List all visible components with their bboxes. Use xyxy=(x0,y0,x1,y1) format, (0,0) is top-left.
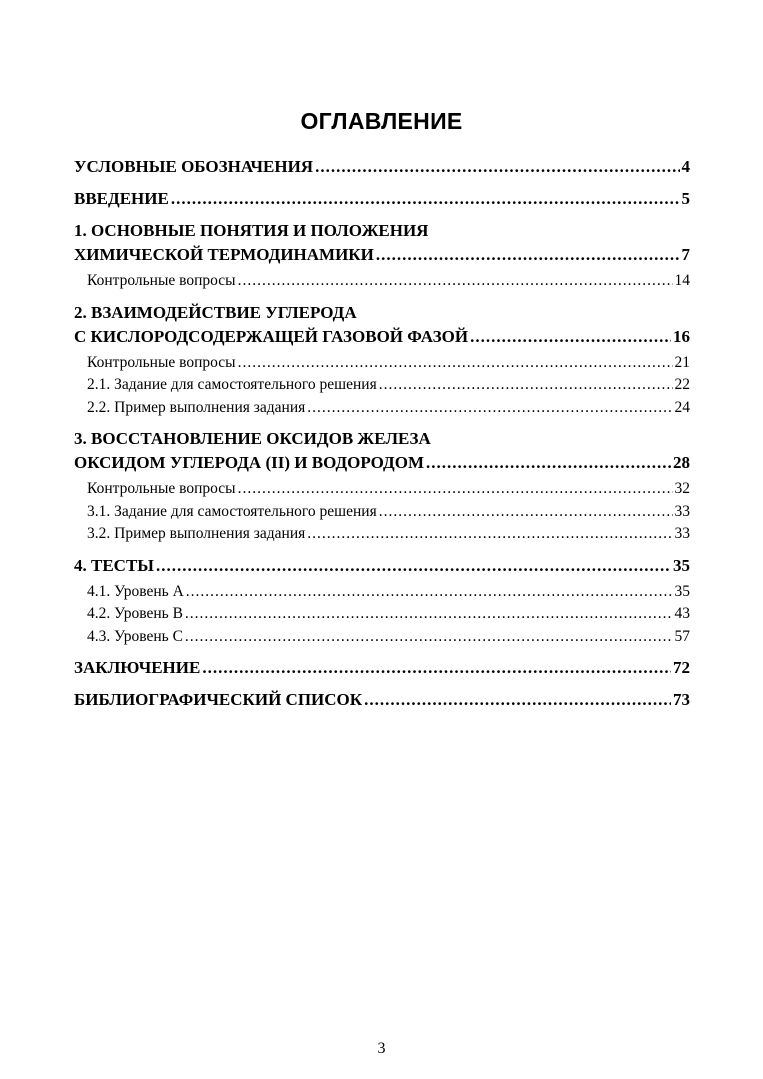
toc-subentry-4-2[interactable] xyxy=(74,603,690,626)
toc-entry-title: 2.1. Задание для самостоятельного решения xyxy=(87,376,377,393)
toc-entry-title: Контрольные вопросы xyxy=(87,353,236,371)
leader-dots xyxy=(238,352,673,375)
toc-entry-page: 35 xyxy=(673,555,690,575)
toc-entry-bibliography[interactable] xyxy=(74,688,690,712)
leader-dots xyxy=(171,187,680,211)
toc-entry-title: 4.1. Уровень А xyxy=(87,582,184,600)
leader-dots xyxy=(186,581,673,604)
leader-dots xyxy=(307,397,672,420)
leader-dots xyxy=(307,523,672,546)
toc-entry-conclusion[interactable] xyxy=(74,656,690,680)
leader-dots xyxy=(185,603,673,626)
toc-entry-chapter-3[interactable] xyxy=(74,427,690,475)
toc-entry-page: 14 xyxy=(674,272,690,289)
toc-entry-title: Контрольные вопросы xyxy=(87,480,236,497)
toc-entry-title: 3. ВОССТАНОВЛЕНИЕ ОКСИДОВ ЖЕЛЕЗА xyxy=(74,429,431,448)
toc-entry-title: ЗАКЛЮЧЕНИЕ xyxy=(74,658,201,677)
leader-dots xyxy=(376,243,680,267)
toc-entry-page: 4 xyxy=(681,157,690,176)
toc-subentry-3-2[interactable] xyxy=(74,523,690,546)
toc-entry-title-continued: С КИСЛОРОДСОДЕРЖАЩЕЙ ГАЗОВОЙ ФАЗОЙ xyxy=(74,326,469,346)
toc-entry-title: Контрольные вопросы xyxy=(87,272,236,289)
page-number: 3 xyxy=(377,1040,386,1057)
leader-dots xyxy=(470,325,671,349)
toc-entry-page: 73 xyxy=(673,690,690,709)
toc-subentry-2-1[interactable] xyxy=(74,374,690,397)
toc-entry-page: 33 xyxy=(674,525,690,542)
toc-entry-chapter-1[interactable] xyxy=(74,219,690,267)
toc-heading: ОГЛАВЛЕНИЕ xyxy=(300,108,463,134)
leader-dots xyxy=(156,554,671,578)
toc-subentry-review-questions-1[interactable] xyxy=(74,270,690,293)
leader-dots xyxy=(426,451,671,475)
toc-entry-page: 57 xyxy=(674,627,690,645)
toc-entry-title-continued: ОКСИДОМ УГЛЕРОДА (II) И ВОДОРОДОМ xyxy=(74,453,424,472)
toc-entry-page: 72 xyxy=(673,658,690,677)
toc-entry-title: 2.2. Пример выполнения задания xyxy=(87,398,306,416)
toc-subentry-4-3[interactable] xyxy=(74,626,690,649)
toc-entry-page: 33 xyxy=(674,502,690,520)
leader-dots xyxy=(238,270,673,293)
toc-entry-page: 16 xyxy=(673,326,690,346)
toc-entry-title-continued: ХИМИЧЕСКОЙ ТЕРМОДИНАМИКИ xyxy=(74,245,374,264)
toc-entry-page: 32 xyxy=(674,480,690,497)
toc-subentry-3-1[interactable] xyxy=(74,501,690,524)
toc-subentry-review-questions-3[interactable] xyxy=(74,478,690,501)
toc-entry-page: 24 xyxy=(674,398,690,416)
toc-entry-page: 5 xyxy=(681,189,690,208)
leader-dots xyxy=(238,478,673,501)
toc-entry-title: 1. ОСНОВНЫЕ ПОНЯТИЯ И ПОЛОЖЕНИЯ xyxy=(74,221,429,240)
toc-entry-title: УСЛОВНЫЕ ОБОЗНАЧЕНИЯ xyxy=(74,157,314,176)
toc-entry-title: 3.2. Пример выполнения задания xyxy=(87,525,306,542)
toc-entry-title: 4.3. Уровень С xyxy=(87,627,183,645)
leader-dots xyxy=(185,626,673,649)
toc-entry-page: 28 xyxy=(673,453,690,472)
toc-subentry-4-1[interactable] xyxy=(74,581,690,604)
leader-dots xyxy=(364,688,671,712)
toc-entry-page: 21 xyxy=(674,353,690,371)
toc-entry-symbols[interactable] xyxy=(74,155,690,179)
toc-entry-chapter-2[interactable] xyxy=(74,301,690,349)
toc-entry-title: 4.2. Уровень В xyxy=(87,605,183,622)
toc-entry-introduction[interactable] xyxy=(74,187,690,211)
toc-subentry-2-2[interactable] xyxy=(74,397,690,420)
leader-dots xyxy=(202,656,671,680)
toc-entry-title: 2. ВЗАИМОДЕЙСТВИЕ УГЛЕРОДА xyxy=(74,302,357,322)
toc-entry-page: 7 xyxy=(681,245,690,264)
leader-dots xyxy=(379,501,673,524)
toc-entry-page: 43 xyxy=(674,605,690,622)
toc-subentry-review-questions-2[interactable] xyxy=(74,352,690,375)
table-of-contents xyxy=(74,155,690,712)
toc-entry-chapter-4[interactable] xyxy=(74,554,690,578)
leader-dots xyxy=(379,374,673,397)
toc-entry-title: ВВЕДЕНИЕ xyxy=(74,189,169,208)
leader-dots xyxy=(315,155,679,179)
toc-entry-title: 3.1. Задание для самостоятельного решения xyxy=(87,502,377,520)
toc-entry-title: БИБЛИОГРАФИЧЕСКИЙ СПИСОК xyxy=(74,690,363,709)
toc-entry-page: 22 xyxy=(674,376,690,393)
toc-entry-page: 35 xyxy=(674,582,690,600)
toc-entry-title: 4. ТЕСТЫ xyxy=(74,555,154,575)
